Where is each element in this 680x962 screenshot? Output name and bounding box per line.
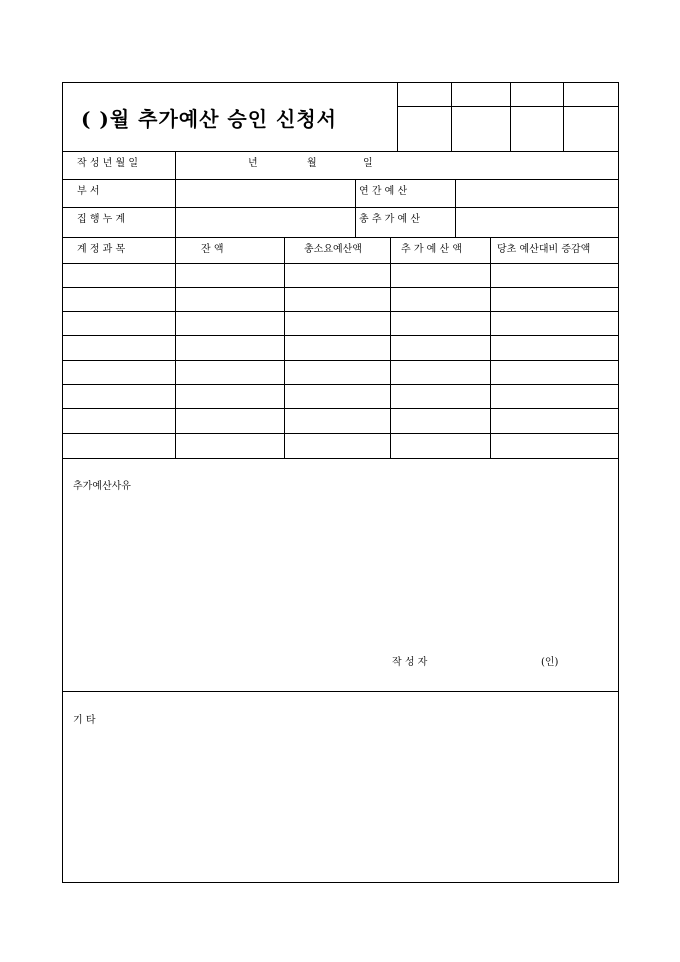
- annual-budget-field[interactable]: [456, 180, 619, 207]
- table-cell[interactable]: [391, 264, 490, 287]
- author-name-field[interactable]: [453, 651, 538, 671]
- divider: [63, 458, 619, 459]
- approval-sign-cell-1[interactable]: [398, 107, 450, 150]
- other-text-area[interactable]: [64, 733, 618, 881]
- table-cell[interactable]: [176, 361, 284, 384]
- table-cell[interactable]: [176, 336, 284, 360]
- other-label: 기 타: [73, 715, 96, 726]
- table-cell[interactable]: [176, 312, 284, 335]
- table-cell[interactable]: [285, 361, 390, 384]
- table-cell[interactable]: [176, 409, 284, 433]
- table-cell[interactable]: [63, 409, 175, 433]
- budget-table: [63, 237, 619, 458]
- table-cell[interactable]: [491, 361, 619, 384]
- total-additional-label: 총 추 가 예 산: [359, 214, 421, 225]
- approval-title-cell-3[interactable]: [511, 83, 562, 105]
- exec-total-label: 집 행 누 계: [77, 214, 126, 225]
- table-header: 총소요예산액: [304, 244, 362, 255]
- month-label: 월: [307, 158, 317, 169]
- approval-title-cell-1[interactable]: [398, 83, 450, 105]
- table-cell[interactable]: [63, 312, 175, 335]
- table-cell[interactable]: [491, 409, 619, 433]
- approval-sign-cell-2[interactable]: [452, 107, 509, 150]
- table-cell[interactable]: [391, 312, 490, 335]
- table-cell[interactable]: [63, 434, 175, 458]
- author-label: 작 성 자: [392, 657, 428, 668]
- table-cell[interactable]: [285, 312, 390, 335]
- table-cell[interactable]: [391, 434, 490, 458]
- approval-sign-cell-3[interactable]: [511, 107, 562, 150]
- total-additional-field[interactable]: [456, 208, 619, 237]
- year-label: 년: [248, 158, 258, 169]
- table-cell[interactable]: [285, 288, 390, 311]
- date-field[interactable]: [176, 152, 619, 179]
- table-cell[interactable]: [391, 385, 490, 408]
- table-cell[interactable]: [491, 336, 619, 360]
- table-cell[interactable]: [285, 264, 390, 287]
- table-cell[interactable]: [176, 264, 284, 287]
- table-cell[interactable]: [176, 288, 284, 311]
- divider: [355, 179, 356, 237]
- table-header: 계 정 과 목: [77, 244, 126, 255]
- table-cell[interactable]: [285, 385, 390, 408]
- budget-approval-form: [62, 82, 619, 883]
- table-cell[interactable]: [63, 385, 175, 408]
- table-cell[interactable]: [491, 288, 619, 311]
- table-header: 당초 예산대비 증감액: [497, 244, 591, 255]
- date-label: 작 성 년 월 일: [77, 158, 139, 169]
- table-cell[interactable]: [63, 336, 175, 360]
- table-cell[interactable]: [391, 288, 490, 311]
- table-cell[interactable]: [491, 312, 619, 335]
- table-cell[interactable]: [391, 361, 490, 384]
- dept-field[interactable]: [176, 180, 355, 207]
- table-cell[interactable]: [491, 264, 619, 287]
- dept-label: 부 서: [77, 186, 100, 197]
- approval-sign-cell-4[interactable]: [564, 107, 619, 150]
- exec-total-field[interactable]: [176, 208, 355, 237]
- table-cell[interactable]: [391, 336, 490, 360]
- reason-label: 추가예산사유: [73, 481, 131, 492]
- table-cell[interactable]: [491, 434, 619, 458]
- approval-title-cell-4[interactable]: [564, 83, 619, 105]
- table-header: 추 가 예 산 액: [401, 244, 463, 255]
- seal-mark: (인): [541, 657, 559, 668]
- table-cell[interactable]: [176, 385, 284, 408]
- table-cell[interactable]: [285, 336, 390, 360]
- approval-title-cell-2[interactable]: [452, 83, 509, 105]
- table-cell[interactable]: [63, 288, 175, 311]
- table-cell[interactable]: [63, 361, 175, 384]
- table-cell[interactable]: [391, 409, 490, 433]
- form-title: ( )월 추가예산 승인 신청서: [81, 107, 337, 131]
- annual-budget-label: 연 간 예 산: [359, 186, 408, 197]
- divider: [63, 691, 619, 692]
- table-cell[interactable]: [285, 434, 390, 458]
- table-header: 잔 액: [201, 244, 224, 255]
- table-cell[interactable]: [63, 264, 175, 287]
- table-cell[interactable]: [285, 409, 390, 433]
- table-cell[interactable]: [491, 385, 619, 408]
- table-cell[interactable]: [176, 434, 284, 458]
- day-label: 일: [363, 158, 373, 169]
